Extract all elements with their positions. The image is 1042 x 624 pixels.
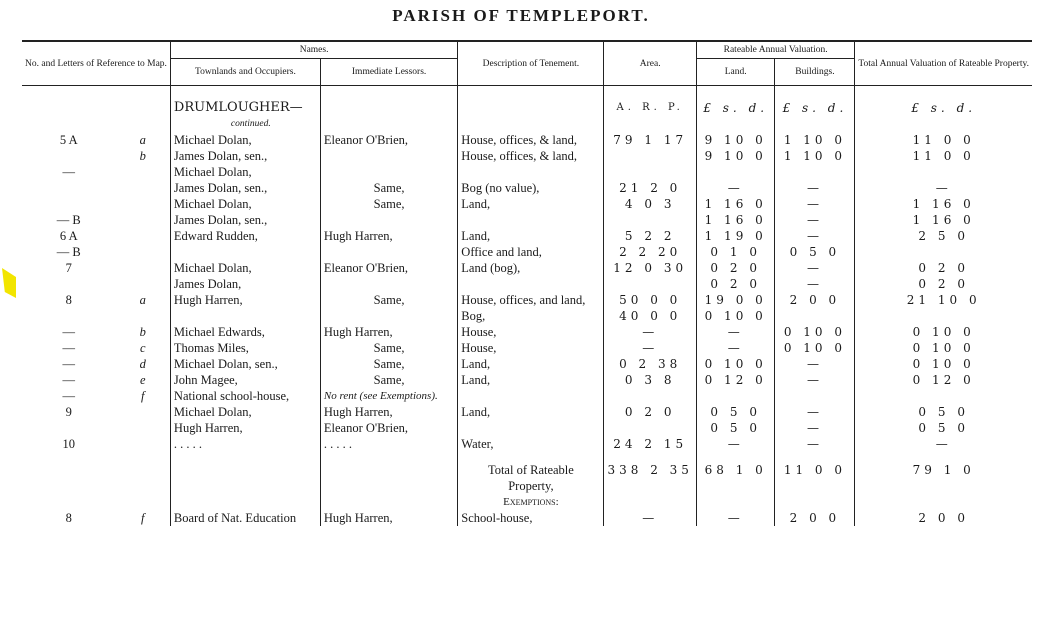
cell-occupier: James Dolan, sen., — [170, 212, 320, 228]
cell-land: 0 10 0 — [696, 356, 775, 372]
section-continued: continued. — [170, 116, 320, 132]
exemption-lessor: Hugh Harren, — [320, 510, 457, 526]
cell-total: 0 12 0 — [912, 373, 975, 387]
cell-letter — [116, 260, 171, 276]
header-ref: No. and Letters of Reference to Map. — [22, 41, 170, 86]
cell-build: — — [775, 196, 855, 212]
cell-land: — — [696, 180, 775, 196]
cell-lessor: Hugh Harren, — [320, 324, 457, 340]
cell-total: 0 10 0 — [912, 325, 975, 339]
cell-desc — [458, 420, 604, 436]
cell-area: 50 0 0 — [604, 292, 696, 308]
cell-occupier: Thomas Miles, — [170, 340, 320, 356]
cell-land: — — [696, 324, 775, 340]
cell-letter — [116, 244, 171, 260]
table-row — [22, 340, 1032, 356]
cell-ref — [22, 180, 116, 196]
cell-land: 0 5 0 — [696, 404, 775, 420]
cell-lessor: Same, — [320, 340, 457, 356]
cell-ref: — B — [56, 213, 81, 227]
exemption-land: — — [696, 510, 775, 526]
cell-lessor: Hugh Harren, — [320, 228, 457, 244]
cell-land: 0 1 0 — [696, 244, 775, 260]
cell-area — [604, 388, 696, 404]
cell-area: 12 0 30 — [604, 260, 696, 276]
cell-lessor — [320, 212, 457, 228]
cell-area: 4 0 3 — [604, 196, 696, 212]
exemption-desc: School-house, — [458, 510, 604, 526]
exemption-total: 2 0 0 — [918, 511, 969, 525]
cell-occupier: Edward Rudden, — [170, 228, 320, 244]
cell-lessor: Same, — [320, 180, 457, 196]
cell-desc: Bog, — [458, 308, 604, 324]
cell-land: 1 16 0 — [696, 212, 775, 228]
cell-area: 40 0 0 — [604, 308, 696, 324]
cell-build: — — [775, 436, 855, 452]
cell-desc: Land, — [458, 404, 604, 420]
highlight-mark — [2, 268, 16, 298]
cell-occupier — [170, 308, 320, 324]
cell-land: 1 19 0 — [696, 228, 775, 244]
cell-ref — [22, 196, 116, 212]
table-row — [22, 260, 1032, 276]
header-area: Area. — [604, 41, 696, 86]
cell-letter — [116, 180, 171, 196]
cell-build — [775, 164, 855, 180]
cell-ref: — — [62, 341, 76, 355]
valuation-table — [22, 40, 1032, 526]
table-row — [22, 404, 1032, 420]
table-row — [22, 132, 1032, 148]
cell-area — [604, 276, 696, 292]
table-row — [22, 388, 1032, 404]
table-row — [22, 324, 1032, 340]
cell-build: — — [775, 180, 855, 196]
cell-desc — [458, 388, 604, 404]
units-area: A. R. P. — [604, 100, 696, 116]
cell-lessor — [320, 164, 457, 180]
cell-total — [855, 388, 1032, 404]
header-total: Total Annual Valuation of Rateable Property. — [855, 41, 1032, 86]
cell-land: 0 10 0 — [696, 308, 775, 324]
cell-build: 0 5 0 — [775, 244, 855, 260]
table-row — [22, 276, 1032, 292]
cell-ref: — B — [56, 245, 81, 259]
cell-desc: House, — [458, 340, 604, 356]
cell-lessor — [320, 148, 457, 164]
cell-land: 1 16 0 — [696, 196, 775, 212]
cell-desc: House, offices, & land, — [458, 132, 604, 148]
cell-ref — [22, 148, 116, 164]
cell-area: 24 2 15 — [604, 436, 696, 452]
table-row — [22, 436, 1032, 452]
table-row — [22, 196, 1032, 212]
cell-occupier: John Magee, — [170, 372, 320, 388]
table-row — [22, 356, 1032, 372]
cell-land — [696, 388, 775, 404]
header-valuation: Rateable Annual Valuation. — [696, 41, 854, 59]
cell-occupier: Hugh Harren, — [170, 292, 320, 308]
page-title: PARISH OF TEMPLEPORT. — [392, 6, 650, 25]
table-row — [22, 148, 1032, 164]
cell-area: 2 2 20 — [604, 244, 696, 260]
cell-build: — — [775, 372, 855, 388]
table-row — [22, 228, 1032, 244]
cell-occupier: James Dolan, sen., — [170, 180, 320, 196]
cell-ref: — — [62, 389, 76, 403]
cell-total: 0 2 0 — [918, 261, 969, 275]
cell-ref: — — [62, 373, 76, 387]
cell-letter — [116, 436, 171, 452]
cell-build: — — [775, 276, 855, 292]
cell-total: — — [935, 181, 952, 195]
cell-build — [775, 388, 855, 404]
cell-area: — — [604, 340, 696, 356]
cell-desc: Office and land, — [458, 244, 604, 260]
cell-total: 0 5 0 — [918, 405, 969, 419]
cell-lessor: Hugh Harren, — [320, 404, 457, 420]
units-build: £ s. d. — [775, 100, 855, 116]
cell-ref — [22, 420, 116, 436]
cell-occupier: James Dolan, — [170, 276, 320, 292]
cell-total: — — [935, 437, 952, 451]
cell-area — [604, 212, 696, 228]
cell-desc: Land, — [458, 196, 604, 212]
table-row — [22, 372, 1032, 388]
exemption-occupier: Board of Nat. Education — [170, 510, 320, 526]
cell-desc: House, offices, and land, — [458, 292, 604, 308]
cell-letter — [116, 196, 171, 212]
cell-desc — [458, 212, 604, 228]
cell-letter: e — [116, 372, 171, 388]
totals-label-2: Property, — [458, 478, 604, 494]
cell-total: 0 2 0 — [918, 277, 969, 291]
cell-ref: 7 — [65, 261, 72, 275]
cell-total: 2 5 0 — [918, 229, 969, 243]
exemptions-label: Exemptions: — [458, 494, 604, 510]
cell-land — [696, 164, 775, 180]
header-townlands: Townlands and Occupiers. — [170, 59, 320, 86]
cell-total — [855, 308, 1032, 324]
cell-occupier: Michael Dolan, — [170, 132, 320, 148]
units-land: £ s. d. — [696, 100, 775, 116]
cell-desc: Land (bog), — [458, 260, 604, 276]
cell-desc: House, offices, & land, — [458, 148, 604, 164]
cell-total — [855, 164, 1032, 180]
cell-letter: f — [116, 388, 171, 404]
cell-build: — — [775, 228, 855, 244]
cell-occupier: Michael Dolan, — [170, 404, 320, 420]
cell-area — [604, 164, 696, 180]
cell-desc — [458, 164, 604, 180]
cell-land: 0 2 0 — [696, 276, 775, 292]
cell-letter — [116, 420, 171, 436]
cell-total: 11 0 0 — [912, 133, 975, 147]
cell-letter — [116, 228, 171, 244]
cell-total: 1 16 0 — [912, 213, 975, 227]
cell-land: 0 2 0 — [696, 260, 775, 276]
header-description: Description of Tenement. — [458, 41, 604, 86]
cell-build: — — [775, 212, 855, 228]
table-row — [22, 292, 1032, 308]
cell-area: 5 2 2 — [604, 228, 696, 244]
cell-letter: d — [116, 356, 171, 372]
cell-total: 0 5 0 — [918, 421, 969, 435]
cell-build: 1 10 0 — [775, 148, 855, 164]
cell-desc: Land, — [458, 228, 604, 244]
cell-build: 2 0 0 — [775, 292, 855, 308]
header-land: Land. — [696, 59, 775, 86]
exemption-ref: 8 — [65, 511, 72, 525]
cell-letter — [116, 404, 171, 420]
cell-total: 0 10 0 — [912, 357, 975, 371]
cell-letter: c — [116, 340, 171, 356]
cell-lessor: Same, — [320, 372, 457, 388]
cell-lessor: Eleanor O'Brien, — [320, 420, 457, 436]
cell-occupier: National school-house, — [170, 388, 320, 404]
cell-letter — [116, 212, 171, 228]
cell-desc: House, — [458, 324, 604, 340]
cell-desc — [458, 276, 604, 292]
cell-ref: — — [62, 165, 76, 179]
cell-lessor: Eleanor O'Brien, — [320, 260, 457, 276]
cell-lessor: No rent (see Exemptions). — [320, 388, 457, 404]
table-row — [22, 164, 1032, 180]
cell-land: — — [696, 436, 775, 452]
cell-occupier: Michael Dolan, — [170, 164, 320, 180]
cell-occupier: Michael Dolan, — [170, 196, 320, 212]
cell-land: 0 12 0 — [696, 372, 775, 388]
cell-occupier: James Dolan, sen., — [170, 148, 320, 164]
cell-area — [604, 148, 696, 164]
table-row — [22, 244, 1032, 260]
exemption-build: 2 0 0 — [775, 510, 855, 526]
cell-ref: 8 — [65, 293, 72, 307]
cell-occupier: Michael Edwards, — [170, 324, 320, 340]
cell-land: 9 10 0 — [696, 148, 775, 164]
cell-total: 0 10 0 — [912, 341, 975, 355]
cell-occupier: Michael Dolan, — [170, 260, 320, 276]
cell-desc: Water, — [458, 436, 604, 452]
cell-lessor — [320, 276, 457, 292]
cell-total — [855, 244, 1032, 260]
cell-desc: Land, — [458, 372, 604, 388]
cell-build — [775, 308, 855, 324]
cell-land: 19 0 0 — [696, 292, 775, 308]
cell-desc: Bog (no value), — [458, 180, 604, 196]
cell-total: 21 10 0 — [906, 293, 981, 307]
table-row — [22, 420, 1032, 436]
totals-total: 79 1 0 — [912, 463, 975, 477]
cell-lessor — [320, 308, 457, 324]
cell-letter — [116, 276, 171, 292]
header-names: Names. — [170, 41, 457, 59]
header-lessors: Immediate Lessors. — [320, 59, 457, 86]
cell-area: 21 2 0 — [604, 180, 696, 196]
cell-ref: 5 A — [59, 133, 78, 147]
header-buildings: Buildings. — [775, 59, 855, 86]
cell-ref: — — [62, 357, 76, 371]
cell-letter: a — [116, 292, 171, 308]
totals-area: 338 2 35 — [604, 462, 696, 478]
cell-land: 9 10 0 — [696, 132, 775, 148]
table-row — [22, 308, 1032, 324]
cell-land: — — [696, 340, 775, 356]
cell-occupier: . . . . . — [170, 436, 320, 452]
cell-lessor: Eleanor O'Brien, — [320, 132, 457, 148]
totals-land: 68 1 0 — [696, 462, 775, 478]
cell-letter: b — [116, 148, 171, 164]
cell-area: 79 1 17 — [604, 132, 696, 148]
cell-desc: Land, — [458, 356, 604, 372]
cell-ref: — — [62, 325, 76, 339]
cell-area — [604, 420, 696, 436]
totals-build: 11 0 0 — [775, 462, 855, 478]
cell-letter: b — [116, 324, 171, 340]
cell-letter — [116, 308, 171, 324]
cell-occupier — [170, 244, 320, 260]
cell-ref: 6 A — [59, 229, 78, 243]
cell-letter — [116, 164, 171, 180]
cell-ref — [22, 308, 116, 324]
table-row — [22, 180, 1032, 196]
cell-lessor: Same, — [320, 292, 457, 308]
cell-occupier: Hugh Harren, — [170, 420, 320, 436]
cell-area: 0 2 38 — [604, 356, 696, 372]
cell-area: — — [604, 324, 696, 340]
table-row — [22, 212, 1032, 228]
cell-ref: 10 — [62, 437, 76, 451]
cell-build: 0 10 0 — [775, 324, 855, 340]
cell-build: 1 10 0 — [775, 132, 855, 148]
cell-lessor: . . . . . — [320, 436, 457, 452]
cell-build: — — [775, 420, 855, 436]
exemption-letter: f — [116, 510, 171, 526]
cell-build: 0 10 0 — [775, 340, 855, 356]
cell-build: — — [775, 260, 855, 276]
section-name: DRUMLOUGHER— — [170, 100, 320, 116]
cell-build: — — [775, 356, 855, 372]
cell-lessor — [320, 244, 457, 260]
cell-total: 11 0 0 — [912, 149, 975, 163]
cell-lessor: Same, — [320, 196, 457, 212]
cell-total: 1 16 0 — [912, 197, 975, 211]
cell-area: 0 2 0 — [604, 404, 696, 420]
exemption-area: — — [604, 510, 696, 526]
cell-ref — [22, 276, 116, 292]
totals-label-1: Total of Rateable — [458, 462, 604, 478]
units-total: £ s. d. — [911, 101, 977, 115]
cell-ref: 9 — [65, 405, 72, 419]
cell-letter: a — [116, 132, 171, 148]
cell-area: 0 3 8 — [604, 372, 696, 388]
cell-occupier: Michael Dolan, sen., — [170, 356, 320, 372]
cell-land: 0 5 0 — [696, 420, 775, 436]
cell-lessor: Same, — [320, 356, 457, 372]
cell-build: — — [775, 404, 855, 420]
